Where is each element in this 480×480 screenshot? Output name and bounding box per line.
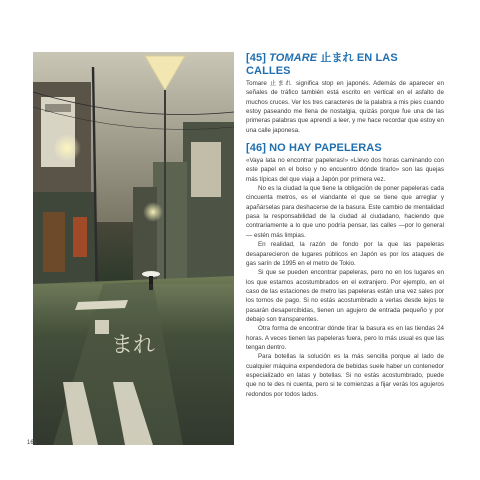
section-46-number: [46] bbox=[246, 142, 266, 155]
street-scene-illustration bbox=[33, 52, 234, 445]
section-46-paragraph-3: En realidad, la razón de fondo por la que las papeleras desaparecieron de lugares públicos en Japón es por los ataques de gas sarín de 1995 en el metro de Tokio. bbox=[246, 241, 444, 267]
section-46-paragraph-1: «Vaya lata no encontrar papeleras!» «Llevo dos horas caminando con este papel en el bolso y no encuentro dónde tirarlo» son las quejas más típicas del que viaja a Japón por primera vez. bbox=[246, 157, 444, 183]
section-45-body: Tomare 止まれ significa stop en japonés. Además de aparecer en señales de tráfico también está escrito en vertical en el asfalto de muchos cruces. Ver los tres caracteres de la palabra a mis pies cuando estoy paseando me llena de nostalgia, quizás porque fue una de las primeras palabras que aprendí a leer, y me hace recordar que estoy en una calle japonesa. bbox=[246, 80, 444, 134]
section-45-number: [45] bbox=[246, 52, 266, 64]
section-46-paragraph-6: Para botellas la solución es la más sencilla porque al lado de cualquier máquina expendedora de bebidas suele haber un contenedor especializado en latas y botellas. Si no estás acostumbrado, puede que no te des ni cuenta, pero si te comienzas a fijar verás los agujeros redondos por todos lados. bbox=[246, 353, 444, 398]
section-45-title-rest: EN LAS CALLES bbox=[246, 52, 398, 77]
section-46-paragraph-2: No es la ciudad la que tiene la obligación de poner papeleras cada cincuenta metros, es el viandante el que se tiene que arreglar y apañárselas para deshacerse de la basura. Este cambio de mentalidad pasa la responsabilidad de la ciudad al ciudadano, haciendo que contrariamente a lo que uno podría pensar, las calles —por lo general— estén más limpias. bbox=[246, 185, 444, 239]
road-marking-text: まれ bbox=[111, 333, 156, 358]
section-45-title-japanese: 止まれ bbox=[320, 52, 354, 64]
section-46-paragraph-4: Si que se pueden encontrar papeleras, pero no en los lugares en los que estamos acostumbrados en el extranjero. Por ejemplo, en el caso de las estaciones de metro las papeleras están una vez sales por los tornos de pago. Si no estás acostumbrado a verlas desde lejos te pasarán desapercibidas, tienen un agujero de entrada pequeño y por debajo son transparentes. bbox=[246, 269, 444, 323]
section-46-heading bbox=[246, 142, 444, 155]
section-46-paragraph-5: Otra forma de encontrar dónde tirar la basura es en las tiendas 24 horas. A veces tienen las papeleras fuera, pero lo más usual es que las tengan dentro. bbox=[246, 325, 444, 351]
page-number: 166 bbox=[27, 440, 38, 446]
section-46-title: NO HAY PAPELERAS bbox=[269, 142, 382, 155]
photo-caption: << En el asfalto está escrita la palabra 止まれ en vertical, para que sea fácil de leer desde lejos conforme te acercas con el coche. bbox=[176, 455, 265, 478]
section-45-title-romaji: TOMARE bbox=[269, 52, 318, 64]
text-column bbox=[246, 52, 444, 399]
section-45-heading bbox=[246, 52, 444, 78]
